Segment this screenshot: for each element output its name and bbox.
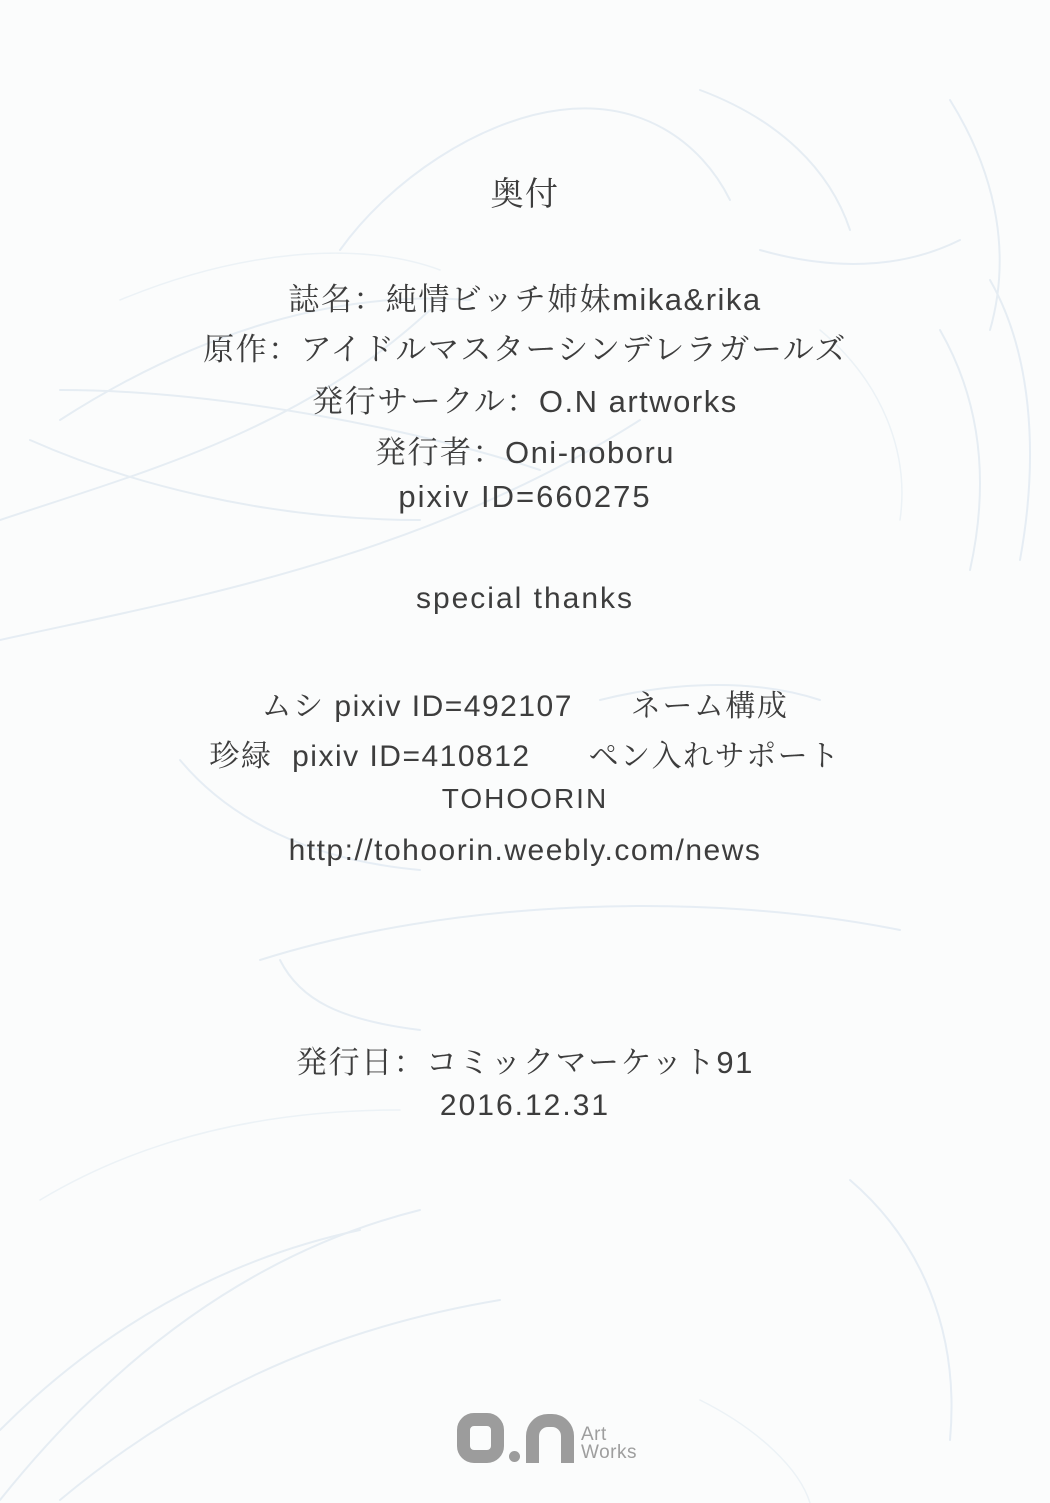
- credit-role: ネーム構成: [630, 690, 789, 723]
- logo-text-works: Works: [581, 1442, 637, 1463]
- publication-date: 2016.12.31: [439, 1089, 611, 1122]
- credit-role: ペン入れサポート: [588, 740, 841, 773]
- logo-letter-n: [526, 1414, 574, 1463]
- credit-name: ムシ pixiv ID=492107: [261, 690, 573, 723]
- credit-row: [0, 731, 1050, 775]
- page-title: 奥付: [490, 175, 560, 212]
- publication-event-line: 発行日：コミックマーケット91: [296, 1045, 754, 1080]
- book-title-line: 誌名：純情ビッチ姉妹mika&rika: [288, 282, 762, 317]
- logo-letter-o: [457, 1413, 504, 1463]
- logo-text-art: Art: [581, 1424, 607, 1445]
- credit-row: [0, 681, 1050, 725]
- credit-url: http://tohoorin.weebly.com/news: [288, 834, 762, 867]
- original-work-line: 原作：アイドルマスターシンデレラガールズ: [203, 332, 847, 367]
- credit-name: 珍緑 pixiv ID=410812: [209, 740, 531, 773]
- pixiv-id-line: pixiv ID=660275: [398, 479, 652, 514]
- circle-logo: [457, 1413, 637, 1463]
- publisher-line: 発行者：Oni-noboru: [374, 435, 676, 470]
- special-thanks-heading: special thanks: [415, 582, 635, 615]
- logo-dot: [509, 1451, 520, 1462]
- credit-extra-name: TOHOORIN: [441, 783, 609, 814]
- circle-line: 発行サークル：O.N artworks: [312, 384, 738, 419]
- logo-text: [581, 1426, 637, 1463]
